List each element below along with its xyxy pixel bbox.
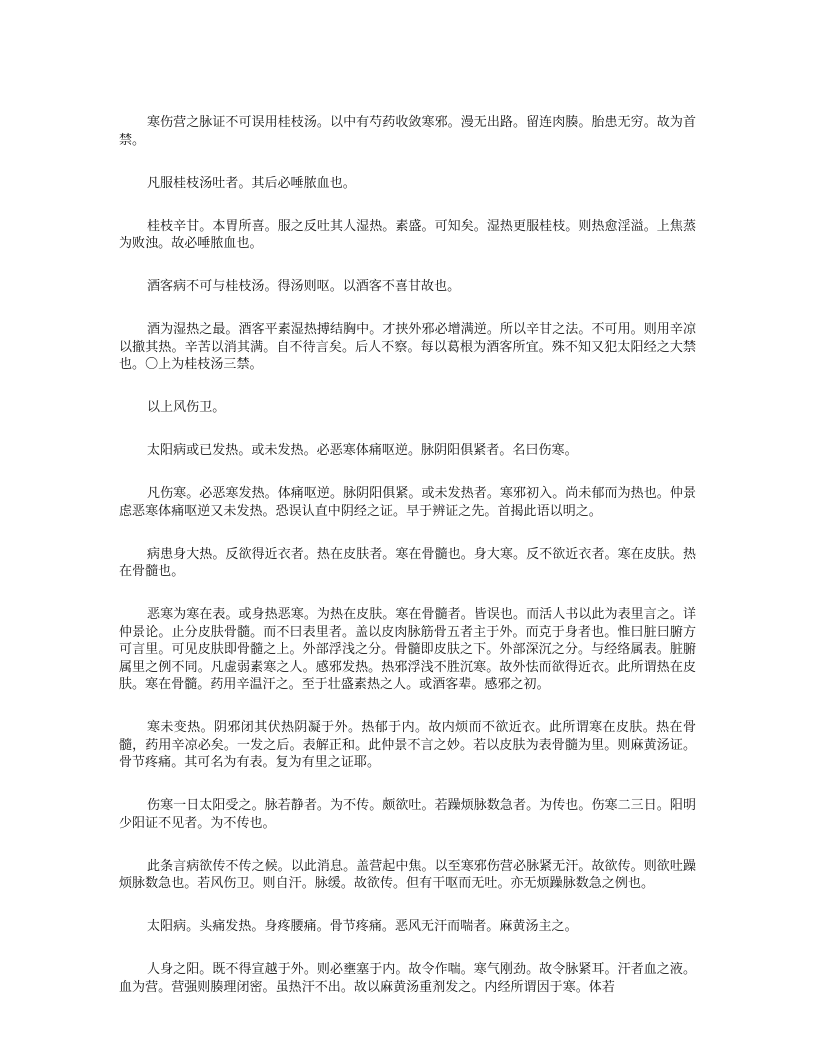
paragraph-4: 酒客病不可与桂枝汤。得汤则呕。以酒客不喜甘故也。 (147, 279, 461, 294)
paragraph-2: 凡服桂枝汤吐者。其后必唾脓血也。 (147, 175, 356, 191)
paragraph-9: 病患身大热。反欲得近衣者。热在皮肤者。寒在骨髓也。身大寒。反不欲近衣者。寒在皮肤。热在骨髓也。 (119, 546, 696, 579)
paragraph-3: 桂枝辛甘。本胃所喜。服之反吐其人湿热。素盛。可知矣。湿热更服桂枝。则热愈淫溢。上焦蒸为败浊。故必唾脓血也。 (119, 218, 696, 251)
paragraph-1: 寒伤营之脉证不可误用桂枝汤。以中有芍药收敛寒邪。漫无出路。留连肉腠。胎患无穷。故为首禁。 (119, 115, 696, 148)
paragraph-7: 太阳病或已发热。或未发热。必恶寒体痛呕逆。脉阴阳俱紧者。名曰伤寒。 (147, 443, 578, 458)
paragraph-11: 寒未变热。阴邪闭其伏热阴凝于外。热郁于内。故内烦而不欲近衣。此所谓寒在皮肤。热在骨髓，药用辛凉必矣。一发之后。表解正和。此仲景不言之妙。若以皮肤为表骨髓为里。则麻黄汤证。骨节疼痛。其可名为有表。复为有里之证耶。 (119, 720, 696, 770)
paragraph-10: 恶寒为寒在表。或身热恶寒。为热在皮肤。寒在骨髓者。皆误也。而活人书以此为表里言之。详仲景论。止分皮肤骨髓。而不曰表里者。盖以皮肉脉筋骨五者主于外。而克于身者也。惟曰脏曰腑方可言里。可见皮肤即骨髓之上。外部浮浅之分。骨髓即皮肤之下。外部深沉之分。与经络属表。脏腑属里之例不同。凡虚弱素寒之人。感邪发热。热邪浮浅不胜沉寒。故外怯而欲得近衣。此所谓热在皮肤。寒在骨髓。药用辛温汗之。至于壮盛素热之人。或酒客辈。感邪之初。 (119, 607, 696, 692)
paragraph-13: 此条言病欲传不传之候。以此消息。盖营起中焦。以至寒邪伤营必脉紧无汗。故欲传。则欲吐躁烦脉数急也。若风伤卫。则自汗。脉缓。故欲传。但有干呕而无吐。亦无烦躁脉数急之例也。 (119, 858, 696, 891)
paragraph-15: 人身之阳。既不得宣越于外。则必壅塞于内。故令作喘。寒气刚劲。故令脉紧耳。汗者血之液。血为营。营强则腠理闭密。虽热汗不出。故以麻黄汤重剂发之。内经所谓因于寒。体若 (119, 962, 696, 995)
paragraph-14: 太阳病。头痛发热。身疼腰痛。骨节疼痛。恶风无汗而喘者。麻黄汤主之。 (147, 919, 578, 934)
paragraph-5: 酒为湿热之最。酒客平素湿热搏结胸中。才挟外邪必增满逆。所以辛甘之法。不可用。则用辛凉以撤其热。辛苦以消其满。自不待言矣。后人不察。每以葛根为酒客所宜。殊不知又犯太阳经之大禁也。〇上为桂枝汤三禁。 (119, 322, 696, 372)
paragraph-8: 凡伤寒。必恶寒发热。体痛呕逆。脉阴阳俱紧。或未发热者。寒邪初入。尚未郁而为热也。仲景虑恶寒体痛呕逆又未发热。恐误认直中阴经之证。早于辨证之先。首揭此语以明之。 (119, 486, 696, 519)
paragraph-6: 以上风伤卫。 (147, 400, 226, 415)
paragraph-12: 伤寒一日太阳受之。脉若静者。为不传。颇欲吐。若躁烦脉数急者。为传也。伤寒二三日。阳明少阳证不见者。为不传也。 (119, 798, 696, 831)
